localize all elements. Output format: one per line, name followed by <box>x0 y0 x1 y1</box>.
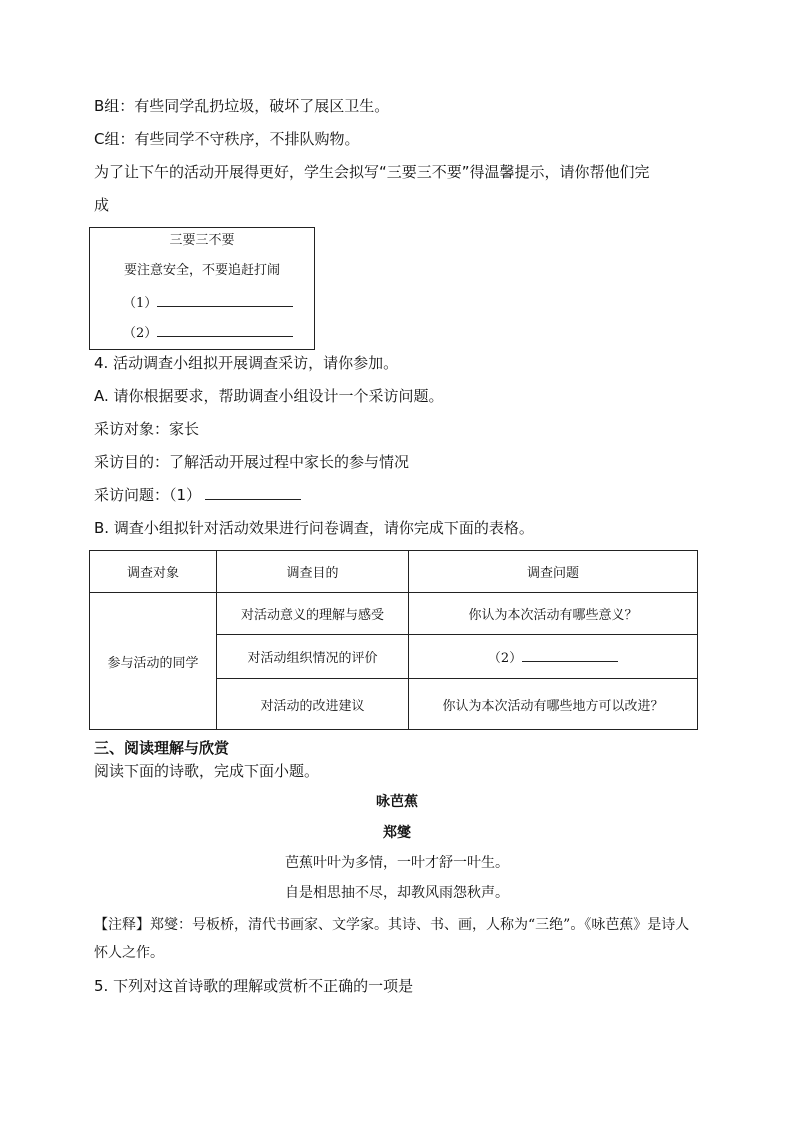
poem-line-2: 自是相思抽不尽，却教风雨怨秋声。 <box>285 885 509 901</box>
tips-item-1-blank[interactable] <box>157 292 293 307</box>
note-text: 郑燮：号板桥，清代书画家、文学家。其诗、书、画，人称为“三绝”。《咏芭蕉》是诗人怀人之作。 <box>94 917 690 961</box>
question-cell: 你认为本次活动有哪些意义？ <box>409 593 698 635</box>
interview-question-label: 采访问题：（1） <box>94 486 202 504</box>
section-heading: 三、阅读理解与欣赏 <box>94 739 230 757</box>
question-2-blank[interactable] <box>522 647 618 662</box>
tips-box <box>89 227 315 350</box>
survey-table <box>89 550 698 730</box>
poem-line-1: 芭蕉叶叶为多情，一叶才舒一叶生。 <box>285 855 509 871</box>
tips-example: 要注意安全，不要追赶打闹 <box>123 263 280 278</box>
interview-question-blank[interactable] <box>205 485 301 500</box>
intro-line: 为了让下午的活动开展得更好，学生会拟写“三要三不要”得温馨提示，请你帮他们完 <box>94 163 650 181</box>
question-cell: 你认为本次活动有哪些地方可以改进？ <box>409 679 698 730</box>
note-label: 【注释】 <box>94 917 150 933</box>
tips-title: 三要三不要 <box>169 233 235 248</box>
purpose-cell: 对活动的改进建议 <box>217 679 409 730</box>
header-question: 调查问题 <box>409 551 698 593</box>
q4-b: B. 调查小组拟针对活动效果进行问卷调查，请你完成下面的表格。 <box>94 519 534 537</box>
header-target: 调查对象 <box>90 551 217 593</box>
interview-target: 采访对象：家长 <box>94 420 200 438</box>
poem-note <box>94 911 700 967</box>
interview-question <box>94 485 301 505</box>
table-row <box>90 593 698 635</box>
q5-title: 5. 下列对这首诗歌的理解或赏析不正确的一项是 <box>94 977 414 995</box>
tips-item-1-label: （1） <box>123 296 158 311</box>
question-2-label: （2） <box>487 651 523 666</box>
tips-item-2 <box>123 322 347 343</box>
table-header-row <box>90 551 698 593</box>
c-group-line: C组：有些同学不守秩序，不排队购物。 <box>94 130 360 148</box>
b-group-line: B组：有些同学乱扔垃圾，破坏了展区卫生。 <box>94 97 390 115</box>
q4-title: 4. 活动调查小组拟开展调查采访，请你参加。 <box>94 354 399 372</box>
purpose-cell: 对活动意义的理解与感受 <box>217 593 409 635</box>
poem-author: 郑燮 <box>383 825 411 841</box>
poem-title: 咏芭蕉 <box>376 794 418 810</box>
survey-subject-cell: 参与活动的同学 <box>90 593 217 730</box>
interview-purpose: 采访目的：了解活动开展过程中家长的参与情况 <box>94 453 410 471</box>
tips-item-2-label: （2） <box>123 326 158 341</box>
q4-a: A. 请你根据要求，帮助调查小组设计一个采访问题。 <box>94 387 444 405</box>
tips-item-1 <box>123 292 347 313</box>
question-cell <box>409 635 698 679</box>
intro-line-continued: 成 <box>94 196 110 214</box>
section-instruction: 阅读下面的诗歌，完成下面小题。 <box>94 762 320 780</box>
header-purpose: 调查目的 <box>217 551 409 593</box>
purpose-cell: 对活动组织情况的评价 <box>217 635 409 679</box>
tips-item-2-blank[interactable] <box>157 322 293 337</box>
